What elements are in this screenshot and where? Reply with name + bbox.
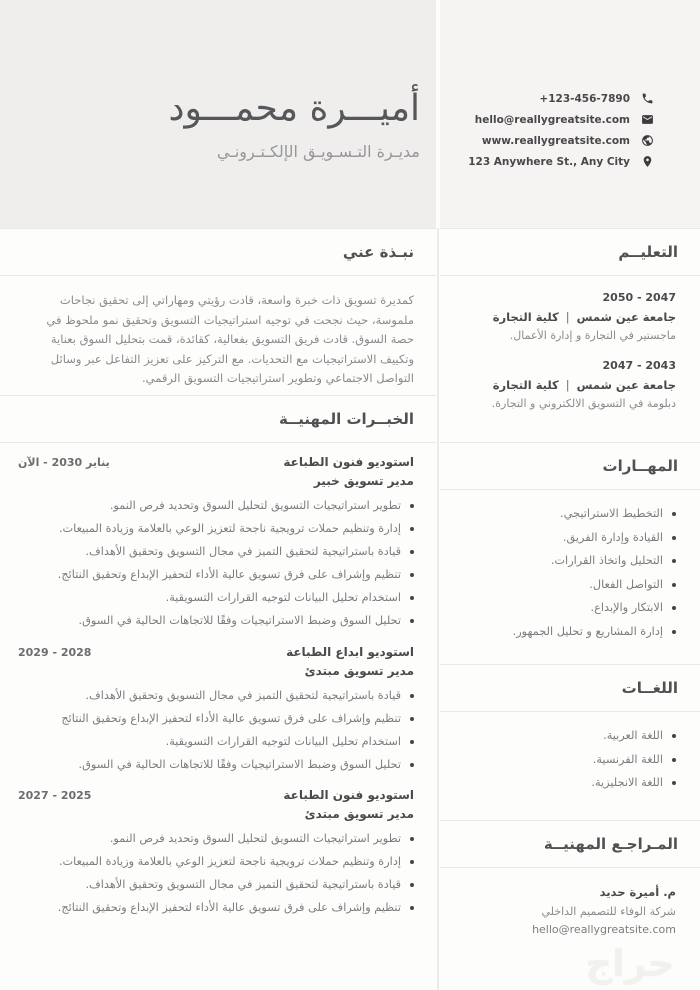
job-entry <box>18 788 414 916</box>
phone-number: +123-456-7890 <box>539 92 630 105</box>
bullet-dot <box>410 860 414 864</box>
header-name-panel <box>0 0 436 228</box>
person-name: أميـــرة محمـــود <box>168 88 420 129</box>
education-degree: ماجستير في التجارة و إدارة الأعمال. <box>509 329 676 342</box>
bullet-dot <box>410 717 414 721</box>
skills-section-header <box>440 442 700 490</box>
experience-heading: الخبــرات المهنيــة <box>278 410 414 428</box>
bullet-dot <box>410 906 414 910</box>
job-role: مدير تسويق مبتدئ <box>304 807 414 821</box>
job-role: مدير تسويق خبير <box>313 474 414 488</box>
street-address: 123 Anywhere St., Any City <box>468 155 630 168</box>
education-institution: جامعة عين شمس|كلية التجارة <box>492 378 676 392</box>
list-item-text: إدارة المشاريع و تحليل الجمهور. <box>512 624 663 638</box>
list-item-text: التواصل الفعال. <box>589 577 663 591</box>
job-bullet-text: إدارة وتنظيم حملات ترويجية ناجحة لتعزيز الوعي بالعلامة وزيادة المبيعات. <box>58 522 401 535</box>
job-bullet <box>18 522 414 537</box>
education-degree: دبلومة في التسويق الالكتروني و التجارة. <box>491 397 676 410</box>
job-date: 2027 - 2025 <box>18 789 92 802</box>
email-icon <box>641 113 654 126</box>
separator: | <box>565 310 570 324</box>
job-bullet-text: تنظيم وإشراف على فرق تسويق عالية الأداء لتحفيز الإبداع وتحقيق النتائج <box>61 711 401 725</box>
reference-email: hello@reallygreatsite.com <box>532 923 676 936</box>
about-heading: نبـذة عني <box>342 243 414 261</box>
bullet-dot <box>672 758 676 762</box>
job-bullets <box>18 832 414 916</box>
job-bullet-text: تنظيم وإشراف على فرق تسويق عالية الأداء لتحفيز الإبداع وتحقيق النتائج. <box>57 901 401 914</box>
website-icon <box>641 134 654 147</box>
contact-row-address <box>440 155 654 168</box>
header-contact-panel <box>440 0 700 228</box>
list-item <box>450 554 676 569</box>
phone-icon <box>641 92 654 105</box>
column-divider <box>437 228 439 990</box>
job-bullet <box>18 568 414 583</box>
bullet-dot <box>410 837 414 841</box>
list-item-text: الابتكار والإبداع. <box>590 601 663 614</box>
job-role: مدير تسويق مبتدئ <box>304 663 414 678</box>
side-column <box>440 228 700 990</box>
contact-row-website <box>440 134 654 147</box>
education-heading: التعليــم <box>618 243 678 261</box>
experience-list <box>0 443 436 916</box>
bullet-dot <box>672 512 676 516</box>
job-bullet <box>18 901 414 916</box>
bullet-dot <box>410 504 414 508</box>
bullet-dot <box>410 573 414 577</box>
education-list <box>440 276 700 442</box>
job-bullet-text: تطوير استراتيجيات التسويق لتحليل السوق وتحديد فرص النمو. <box>109 499 401 512</box>
list-item-text: اللغة الانجليزية. <box>591 776 663 789</box>
bullet-dot <box>672 734 676 738</box>
job-bullet-text: قيادة باستراتيجية لتحقيق التميز في مجال التسويق وتحقيق الأهداف. <box>85 545 401 558</box>
separator: | <box>565 378 570 392</box>
job-bullets <box>18 689 414 773</box>
job-bullet <box>18 758 414 773</box>
job-bullet-text: إدارة وتنظيم حملات ترويجية ناجحة لتعزيز الوعي بالعلامة وزيادة المبيعات. <box>58 855 401 868</box>
bullet-dot <box>672 606 676 610</box>
list-item-text: التخطيط الاستراتيجي. <box>560 507 663 520</box>
list-item <box>450 507 676 522</box>
bullet-dot <box>672 559 676 563</box>
job-bullet-text: استخدام تحليل البيانات لتوجيه القرارات التسويقية. <box>165 591 401 604</box>
bullet-dot <box>410 596 414 600</box>
job-header <box>18 788 414 802</box>
about-section-header <box>0 228 436 276</box>
list-item <box>450 531 676 546</box>
main-column <box>0 228 436 990</box>
job-bullets <box>18 499 414 629</box>
skills-heading: المهــارات <box>602 457 678 475</box>
bullet-dot <box>410 527 414 531</box>
job-bullet-text: قيادة باستراتيجية لتحقيق التميز في مجال التسويق وتحقيق الأهداف. <box>85 878 401 891</box>
bullet-dot <box>672 536 676 540</box>
skills-list <box>440 490 700 664</box>
job-bullet-text: استخدام تحليل البيانات لتوجيه القرارات التسويقية. <box>165 734 401 748</box>
job-bullet-text: تنظيم وإشراف على فرق تسويق عالية الأداء لتحفيز الإبداع وتحقيق النتائج. <box>57 568 401 581</box>
languages-heading: اللغــات <box>621 679 678 697</box>
job-date: 2029 - 2028 <box>18 645 92 659</box>
job-bullet-text: تحليل السوق وضبط الاستراتيجيات وفقًا للاتجاهات الحالية في السوق. <box>78 757 401 771</box>
education-years: 2050 - 2047 <box>602 291 676 304</box>
bullet-dot <box>672 781 676 785</box>
job-bullet <box>18 499 414 514</box>
job-bullet <box>18 878 414 893</box>
contact-row-email <box>440 113 654 126</box>
bullet-dot <box>410 763 414 767</box>
education-entry <box>452 291 676 342</box>
job-bullet <box>18 855 414 870</box>
job-header <box>18 455 414 469</box>
bullet-dot <box>672 583 676 587</box>
bullet-dot <box>410 883 414 887</box>
list-item <box>450 578 676 593</box>
education-section-header <box>440 228 700 276</box>
bullet-dot <box>410 550 414 554</box>
references-heading: المـراجـع المهنيــة <box>543 835 678 853</box>
education-institution: جامعة عين شمس|كلية التجارة <box>492 310 676 324</box>
experience-section-header <box>0 395 436 443</box>
job-bullet <box>18 689 414 704</box>
list-item <box>450 601 676 616</box>
list-item-text: اللغة العربية. <box>603 729 663 742</box>
email-address: hello@reallygreatsite.com <box>474 113 630 126</box>
references-section-header <box>440 820 700 868</box>
list-item <box>450 776 676 791</box>
person-job-title: مديـرة التـسـويـق الإلكـتـرونـي <box>216 142 420 162</box>
job-bullet-text: تطوير استراتيجيات التسويق لتحليل السوق وتحديد فرص النمو. <box>109 832 401 845</box>
list-item <box>450 625 676 640</box>
job-bullet <box>18 832 414 847</box>
job-bullet-text: قيادة باستراتيجية لتحقيق التميز في مجال التسويق وتحقيق الأهداف. <box>85 688 401 702</box>
reference-company: شركة الوفاء للتصميم الداخلي <box>541 905 676 918</box>
job-company: استوديو فنون الطباعة <box>283 455 414 469</box>
job-entry <box>18 645 414 773</box>
bullet-dot <box>410 619 414 623</box>
reference-name: م. أميرة حديد <box>599 885 676 899</box>
contact-row-phone <box>440 92 654 105</box>
job-bullet <box>18 735 414 750</box>
references-block <box>440 868 700 936</box>
list-item <box>450 729 676 744</box>
watermark: حراج <box>585 942 675 985</box>
job-bullet <box>18 614 414 629</box>
list-item-text: التحليل واتخاذ القرارات. <box>550 554 663 567</box>
list-item <box>450 753 676 768</box>
languages-section-header <box>440 664 700 712</box>
bullet-dot <box>410 740 414 744</box>
job-date: يناير 2030 - الآن <box>18 456 110 469</box>
job-bullet <box>18 591 414 606</box>
job-bullet <box>18 545 414 560</box>
bullet-dot <box>410 694 414 698</box>
list-item-text: القيادة وإدارة الفريق. <box>562 530 663 544</box>
languages-list <box>440 712 700 820</box>
job-bullet <box>18 712 414 727</box>
website-url: www.reallygreatsite.com <box>481 134 630 147</box>
education-entry <box>452 359 676 410</box>
job-company: استوديو فنون الطباعة <box>283 788 414 802</box>
location-icon <box>641 155 654 168</box>
about-paragraph: كمديرة تسويق ذات خبرة واسعة، قادت رؤيتي ومهاراتي إلى تحقيق نجاحات ملموسة، حيث نجحت في توجيه استراتيجيات التسويق وتحقيق نمو ملحوظ في حصة السوق. قادت فريق التسويق بفعالية، كقائدة، قمت بتحليل السوق بعناية وتكييف الاستراتيجيات مع التحديات. مع التركيز على تعزيز التفاعل عبر وسائل التواصل الاجتماعي وتطوير استراتيجيات التسويق الرقمي. <box>46 293 414 385</box>
bullet-dot <box>672 630 676 634</box>
job-header <box>18 645 414 659</box>
job-bullet-text: تحليل السوق وضبط الاستراتيجيات وفقًا للاتجاهات الحالية في السوق. <box>78 614 401 627</box>
job-company: استوديو ابداع الطباعة <box>286 644 414 659</box>
job-entry <box>18 455 414 629</box>
education-years: 2047 - 2043 <box>602 359 676 372</box>
list-item-text: اللغة الفرنسية. <box>592 752 663 766</box>
